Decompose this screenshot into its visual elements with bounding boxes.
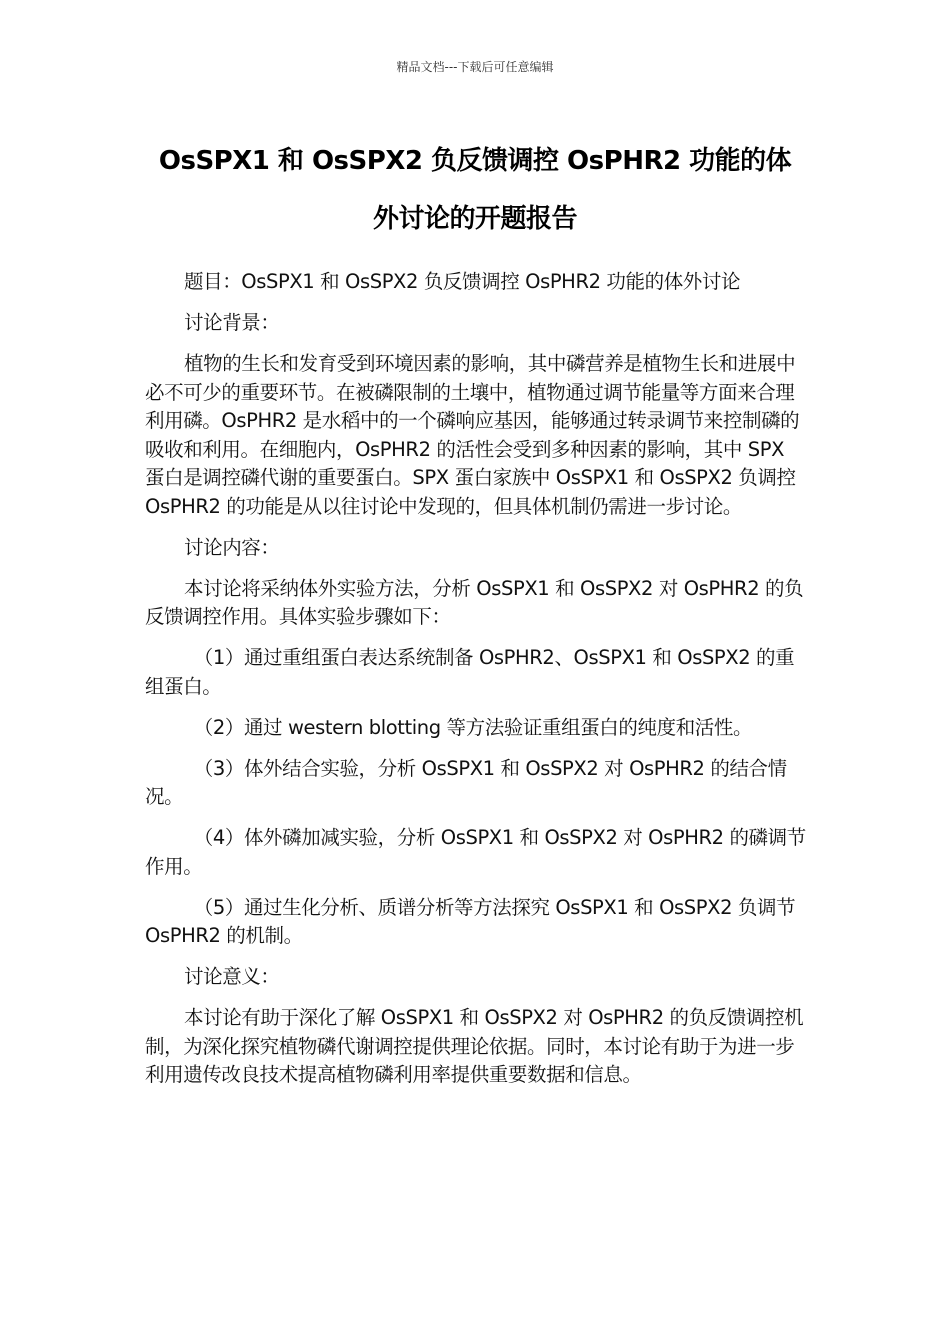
header-note: 精品文档---下载后可任意编辑 (396, 60, 554, 74)
step-item: （2）通过 western blotting 等方法验证重组蛋白的纯度和活性。 (193, 715, 753, 739)
background-heading: 讨论背景： (184, 311, 280, 334)
title-line-1: OsSPX1 和 OsSPX2 负反馈调控 OsPHR2 功能的体 (158, 146, 792, 176)
document-body (145, 268, 807, 1102)
content-intro-paragraph: 本讨论将采纳体外实验方法，分析 OsSPX1 和 OsSPX2 对 OsPHR2 的负反馈调控作用。具体实验步骤如下： (145, 576, 804, 628)
topic-line: 题目：OsSPX1 和 OsSPX2 负反馈调控 OsPHR2 功能的体外讨论 (184, 270, 741, 293)
step-item: （3）体外结合实验，分析 OsSPX1 和 OsSPX2 对 OsPHR2 的结合情况。 (145, 756, 787, 808)
step-item: （5）通过生化分析、质谱分析等方法探究 OsSPX1 和 OsSPX2 负调节 OsPHR2 的机制。 (145, 895, 796, 947)
background-paragraph: 植物的生长和发育受到环境因素的影响，其中磷营养是植物生长和进展中必不可少的重要环节。在被磷限制的土壤中，植物通过调节能量等方面来合理利用磷。OsPHR2 是水稻中的一个磷响应基因，能够通过转录调节来控制磷的吸收和利用。在细胞内，OsPHR2 的活性会受到多种因素的影响，其中 SPX 蛋白是调控磷代谢的重要蛋白。SPX 蛋白家族中 OsSPX1 和 OsSPX2 负调控 OsPHR2 的功能是从以往讨论中发现的，但具体机制仍需进一步讨论。 (145, 352, 800, 518)
step-item: （4）体外磷加减实验，分析 OsSPX1 和 OsSPX2 对 OsPHR2 的磷调节作用。 (145, 826, 806, 878)
title-line-2: 外讨论的开题报告 (372, 204, 577, 234)
content-heading: 讨论内容： (184, 535, 280, 559)
document-title (120, 132, 830, 248)
significance-paragraph: 本讨论有助于深化了解 OsSPX1 和 OsSPX2 对 OsPHR2 的负反馈调控机制，为深化探究植物磷代谢调控提供理论依据。同时，本讨论有助于为进一步利用遗传改良技术提高植物磷利用率提供重要数据和信息。 (145, 1006, 804, 1086)
significance-heading: 讨论意义： (184, 965, 280, 988)
step-item: （1）通过重组蛋白表达系统制备 OsPHR2、OsSPX1 和 OsSPX2 的重组蛋白。 (145, 646, 795, 698)
